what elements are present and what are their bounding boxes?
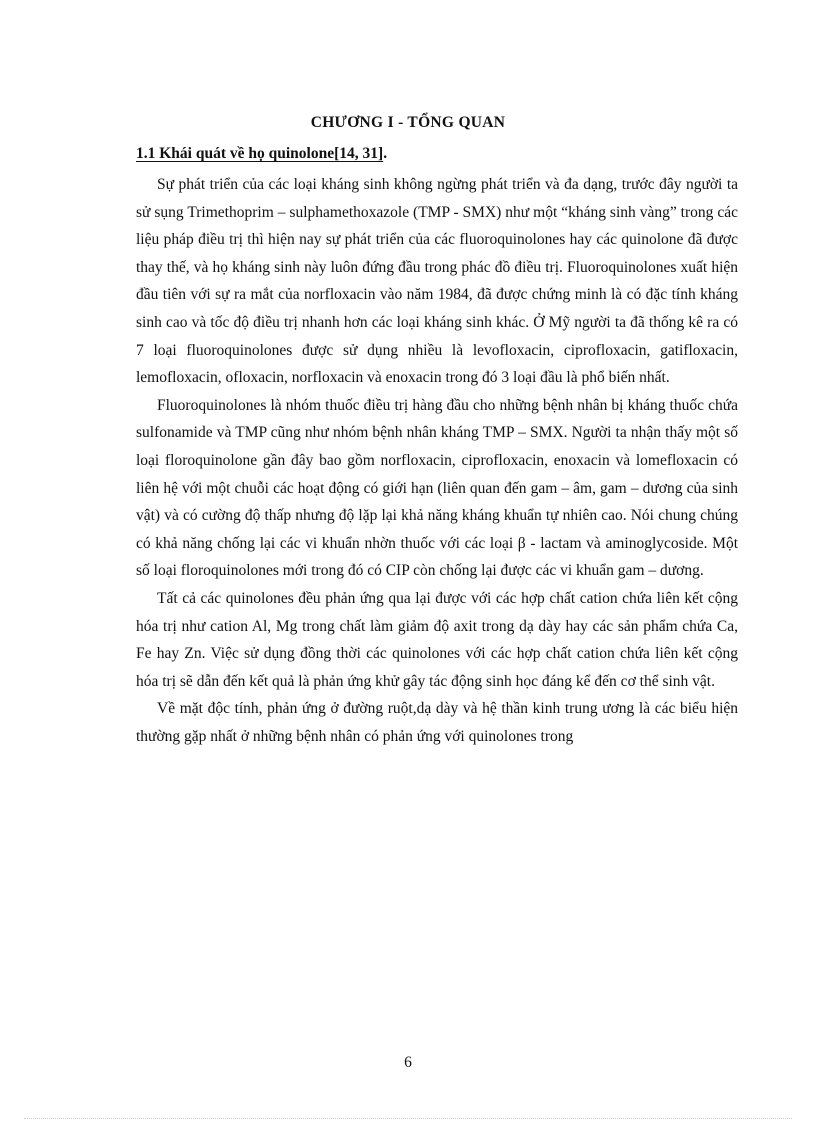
section-heading (136, 145, 387, 163)
section-heading-title: 1.1 Khái quát về họ quinolone (136, 145, 335, 162)
paragraph: Về mặt độc tính, phản ứng ở đường ruột,dạ dày và hệ thần kinh trung ương là các biểu hiện thường gặp nhất ở những bệnh nhân có phản ứng với quinolones trong (136, 700, 738, 745)
section-heading-punct: . (383, 145, 388, 162)
paragraph: Fluoroquinolones là nhóm thuốc điều trị hàng đầu cho những bệnh nhân bị kháng thuốc chứa sulfonamide và TMP cũng như nhóm bệnh nhân kháng TMP – SMX. Người ta nhận thấy một số loại floroquinolone gần đây bao gồm norfloxacin, ciprofloxacin, enoxacin và lomefloxacin có liên hệ với một chuỗi các hoạt động có giới hạn (liên quan đến gam – âm, gam – dương của sinh vật) và có cường độ thấp nhưng độ lặp lại khả năng kháng khuẩn tự nhiên cao. Nói chung chúng có khả năng chống lại các vi khuẩn nhờn thuốc với các loại β - lactam và aminoglycoside. Một số loại floroquinolones mới trong đó có CIP còn chống lại được các vi khuẩn gam – dương. (136, 396, 738, 580)
body-text (136, 171, 738, 750)
section-heading-citation: [14, 31] (334, 145, 384, 162)
page-bottom-divider (24, 1118, 792, 1119)
chapter-title: CHƯƠNG I - TỔNG QUAN (310, 114, 506, 131)
page-number: 6 (404, 1054, 412, 1071)
paragraph: Tất cả các quinolones đều phản ứng qua lại được với các hợp chất cation chứa liên kết cộng hóa trị như cation Al, Mg trong chất làm giảm độ axit trong dạ dày hay các sản phẩm chứa Ca, Fe hay Zn. Việc sử dụng đồng thời các quinolones với các hợp chất cation chứa liên kết cộng hóa trị sẽ dẫn đến kết quả là phản ứng khử gây tác động sinh học đáng kể đến cơ thể sinh vật. (136, 589, 738, 690)
paragraph: Sự phát triển của các loại kháng sinh không ngừng phát triển và đa dạng, trước đây người ta sử sụng Trimethoprim – sulphamethoxazole (TMP - SMX) như một “kháng sinh vàng” trong các liệu pháp điều trị thì hiện nay sự phát triển của các fluoroquinolones hay các quinolone đã được thay thế, và họ kháng sinh này luôn đứng đầu trong phác đồ điều trị. Fluoroquinolones xuất hiện đầu tiên với sự ra mắt của norfloxacin vào năm 1984, đã được chứng minh là có đặc tính kháng sinh cao và tốc độ điều trị nhanh hơn các loại kháng sinh khác. Ở Mỹ người ta đã thống kê ra có 7 loại fluoroquinolones được sử dụng nhiều là levofloxacin, ciprofloxacin, gatifloxacin, lemofloxacin, ofloxacin, norfloxacin và enoxacin trong đó 3 loại đầu là phổ biến nhất. (136, 176, 738, 387)
